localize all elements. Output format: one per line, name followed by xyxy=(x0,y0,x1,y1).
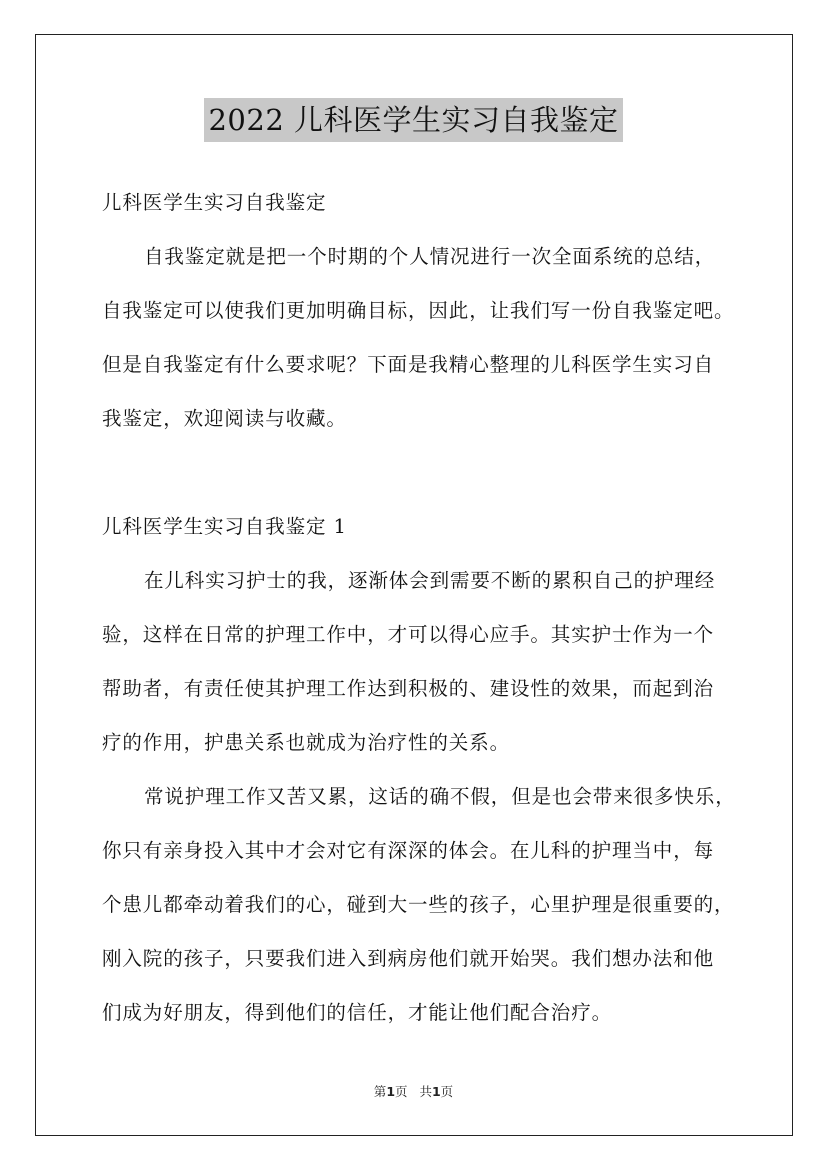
paragraph1-line: 疗的作用，护患关系也就成为治疗性的关系。 xyxy=(102,731,511,754)
paragraph1-line: 在儿科实习护士的我，逐渐体会到需要不断的累积自己的护理经 xyxy=(144,569,716,592)
title-container xyxy=(0,98,827,142)
total-pages: 1 xyxy=(431,1084,441,1099)
intro-line: 自我鉴定可以使我们更加明确目标，因此，让我们写一份自我鉴定吧。 xyxy=(102,299,735,322)
paragraph2-line: 刚入院的孩子，只要我们进入到病房他们就开始哭。我们想办法和他 xyxy=(102,947,715,970)
paragraph2-line: 常说护理工作又苦又累，这话的确不假，但是也会带来很多快乐， xyxy=(144,785,736,808)
intro-line: 自我鉴定就是把一个时期的个人情况进行一次全面系统的总结， xyxy=(144,245,716,268)
page-footer xyxy=(0,1082,827,1100)
paragraph1-line: 验，这样在日常的护理工作中，才可以得心应手。其实护士作为一个 xyxy=(102,623,715,646)
paragraph-spacer xyxy=(102,446,738,500)
paragraph1-line: 帮助者，有责任使其护理工作达到积极的、建设性的效果，而起到治 xyxy=(102,677,715,700)
document-body xyxy=(102,176,738,1040)
intro-line: 但是自我鉴定有什么要求呢？下面是我精心整理的儿科医学生实习自 xyxy=(102,353,715,376)
total-label-suffix: 页 xyxy=(440,1084,454,1099)
intro-line: 我鉴定，欢迎阅读与收藏。 xyxy=(102,407,347,430)
document-title: 2022 儿科医学生实习自我鉴定 xyxy=(204,98,622,142)
part1-heading: 儿科医学生实习自我鉴定 1 xyxy=(102,515,347,538)
page-number: 1 xyxy=(386,1084,396,1099)
paragraph2-line: 个患儿都牵动着我们的心，碰到大一些的孩子，心里护理是很重要的， xyxy=(102,893,735,916)
page-label-suffix: 页 xyxy=(395,1084,408,1099)
page-label-prefix: 第 xyxy=(373,1084,387,1099)
paragraph2-line: 你只有亲身投入其中才会对它有深深的体会。在儿科的护理当中，每 xyxy=(102,839,715,862)
section-heading: 儿科医学生实习自我鉴定 xyxy=(102,191,327,214)
paragraph2-line: 们成为好朋友，得到他们的信任，才能让他们配合治疗。 xyxy=(102,1001,613,1024)
total-label-prefix: 共 xyxy=(419,1084,432,1099)
